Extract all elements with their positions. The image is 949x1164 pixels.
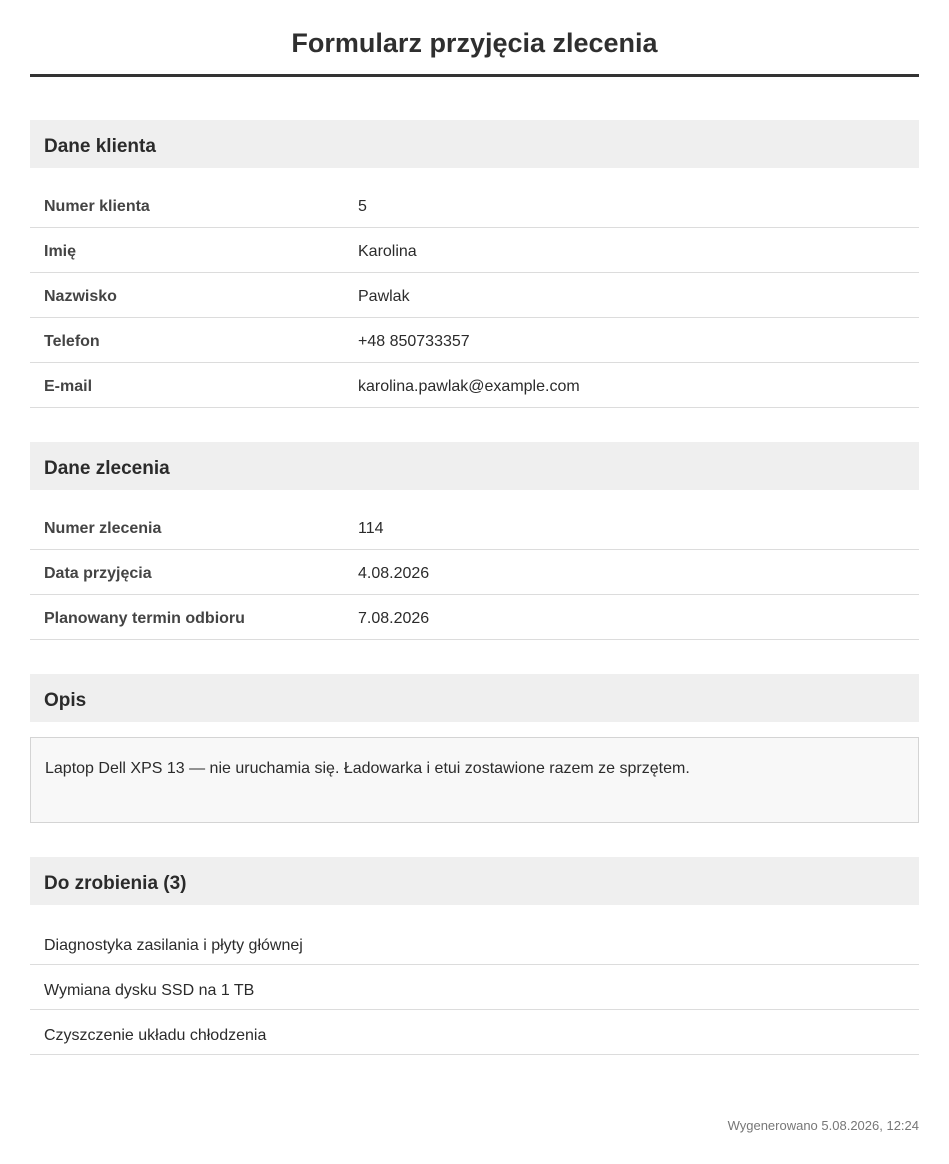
order-section (30, 442, 919, 640)
todo-section-heading: Do zrobienia (3) (30, 857, 919, 905)
last-name-row (30, 273, 919, 318)
todo-item: Wymiana dysku SSD na 1 TB (30, 965, 919, 1010)
pickup-date-value: 7.08.2026 (358, 610, 430, 627)
pickup-date-label: Planowany termin odbioru (44, 610, 245, 627)
client-number-label: Numer klienta (44, 198, 150, 215)
description-section-heading: Opis (30, 674, 919, 722)
email-row (30, 363, 919, 408)
todo-item: Diagnostyka zasilania i płyty głównej (30, 920, 919, 965)
intake-form (30, 0, 919, 1055)
last-name-label: Nazwisko (44, 288, 117, 305)
intake-date-row (30, 550, 919, 595)
email-value: karolina.pawlak@example.com (358, 378, 580, 395)
phone-label: Telefon (44, 333, 100, 350)
description-text: Laptop Dell XPS 13 — nie uruchamia się. Ładowarka i etui zostawione razem ze sprzętem. (30, 737, 919, 823)
phone-value: +48 850733357 (358, 333, 470, 350)
description-section (30, 674, 919, 823)
client-section (30, 120, 919, 408)
phone-row (30, 318, 919, 363)
page-title: Formularz przyjęcia zlecenia (30, 0, 919, 77)
todo-item: Czyszczenie układu chłodzenia (30, 1010, 919, 1055)
client-section-heading: Dane klienta (30, 120, 919, 168)
intake-date-value: 4.08.2026 (358, 565, 430, 582)
first-name-row (30, 228, 919, 273)
order-number-value: 114 (358, 520, 384, 537)
client-number-value: 5 (358, 198, 367, 215)
todo-section (30, 857, 919, 1055)
first-name-label: Imię (44, 243, 77, 260)
generated-timestamp: Wygenerowano 5.08.2026, 12:24 (727, 1118, 919, 1133)
last-name-value: Pawlak (358, 288, 410, 305)
first-name-value: Karolina (358, 243, 417, 260)
email-label: E-mail (44, 378, 93, 395)
order-number-row (30, 505, 919, 550)
order-number-label: Numer zlecenia (44, 520, 162, 537)
pickup-date-row (30, 595, 919, 640)
order-section-heading: Dane zlecenia (30, 442, 919, 490)
intake-date-label: Data przyjęcia (44, 565, 152, 582)
client-number-row (30, 183, 919, 228)
